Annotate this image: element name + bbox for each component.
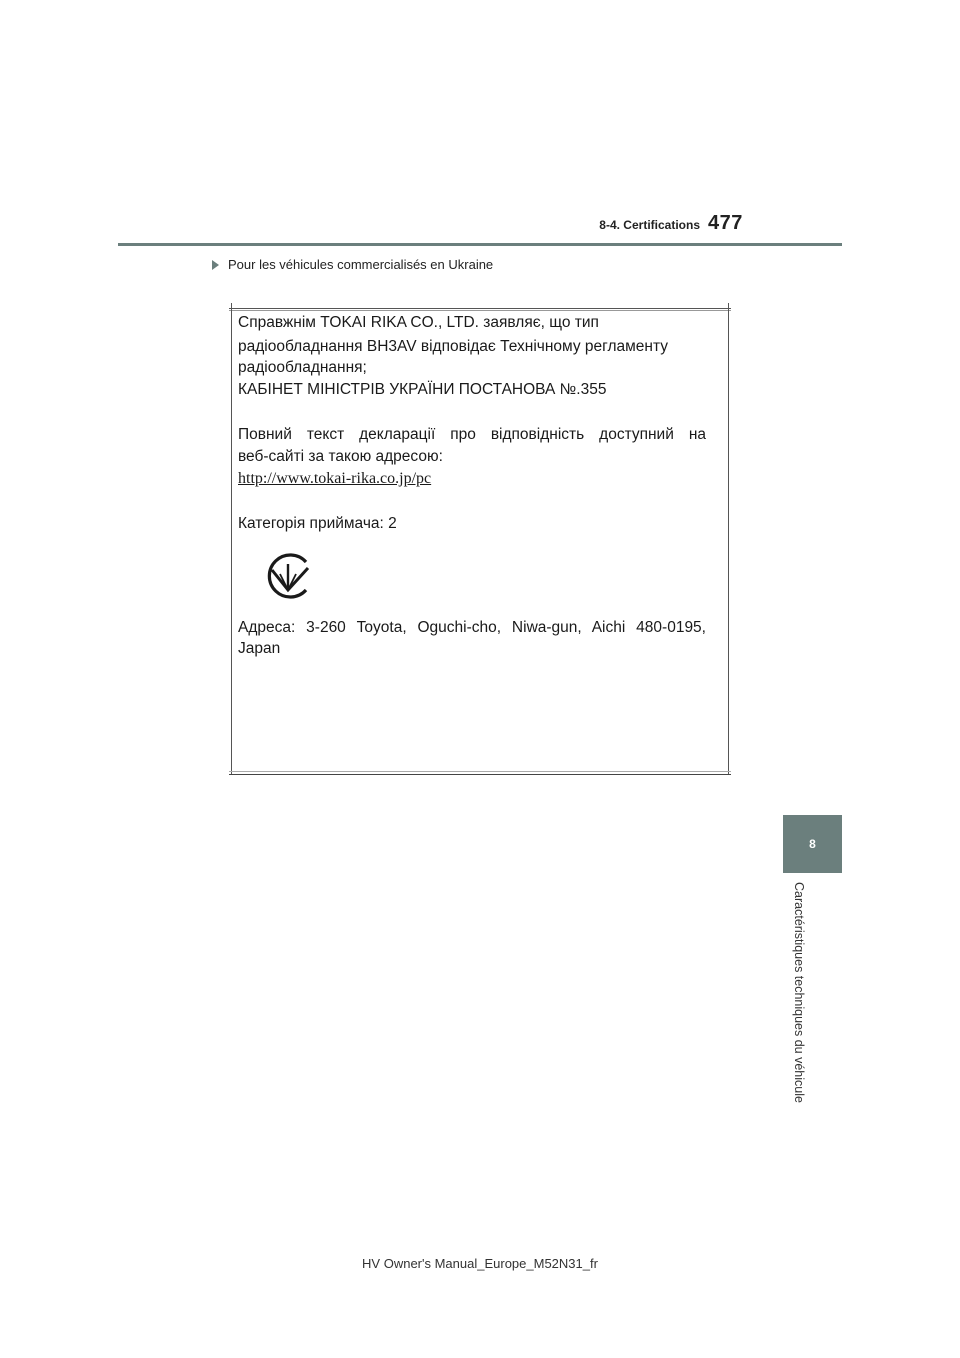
triangle-bullet-icon <box>212 260 219 270</box>
declaration-line-5: Повний текст декларації про відповідність доступний на <box>238 426 706 443</box>
box-right-border <box>728 303 729 775</box>
declaration-line-6: веб-сайті за такою адресою: <box>238 448 443 465</box>
box-left-border <box>231 303 232 775</box>
footer-manual-id: HV Owner's Manual_Europe_M52N31_fr <box>362 1256 598 1271</box>
address-line-1: Адреса: 3-260 Toyota, Oguchi-cho, Niwa-gun, Aichi 480-0195, <box>238 619 706 636</box>
declaration-line-4: КАБІНЕТ МІНІСТРІВ УКРАЇНИ ПОСТАНОВА №.355 <box>238 381 607 398</box>
declaration-url-link[interactable]: http://www.tokai-rika.co.jp/pc <box>238 470 432 487</box>
page-number: 477 <box>708 212 743 234</box>
chapter-tab[interactable]: 8 <box>783 815 842 873</box>
address-line-2: Japan <box>238 640 281 657</box>
box-top-border-inner <box>229 310 731 311</box>
declaration-url-row <box>238 468 706 490</box>
declaration-line-3: радіообладнання; <box>238 359 367 376</box>
intro-bullet-text: Pour les véhicules commercialisés en Ukraine <box>228 257 494 272</box>
box-top-border <box>229 308 731 309</box>
intro-bullet <box>212 257 493 272</box>
section-title: 8-4. Certifications <box>599 218 700 232</box>
chapter-side-title-container <box>786 882 806 1127</box>
receiver-category: Категорія приймача: 2 <box>238 515 397 532</box>
header-rule <box>118 243 842 246</box>
declaration-line-1: Справжнім TOKAI RIKA CO., LTD. заявляє, що тип <box>238 314 599 331</box>
box-bottom-border <box>229 774 731 775</box>
box-bottom-border-inner <box>229 771 731 772</box>
ukraine-conformity-mark-icon <box>262 550 314 602</box>
chapter-side-title: Caractéristiques techniques du véhicule <box>792 882 806 1103</box>
declaration-line-2: радіообладнання BH3AV відповідає Технічному регламенту <box>238 338 668 355</box>
